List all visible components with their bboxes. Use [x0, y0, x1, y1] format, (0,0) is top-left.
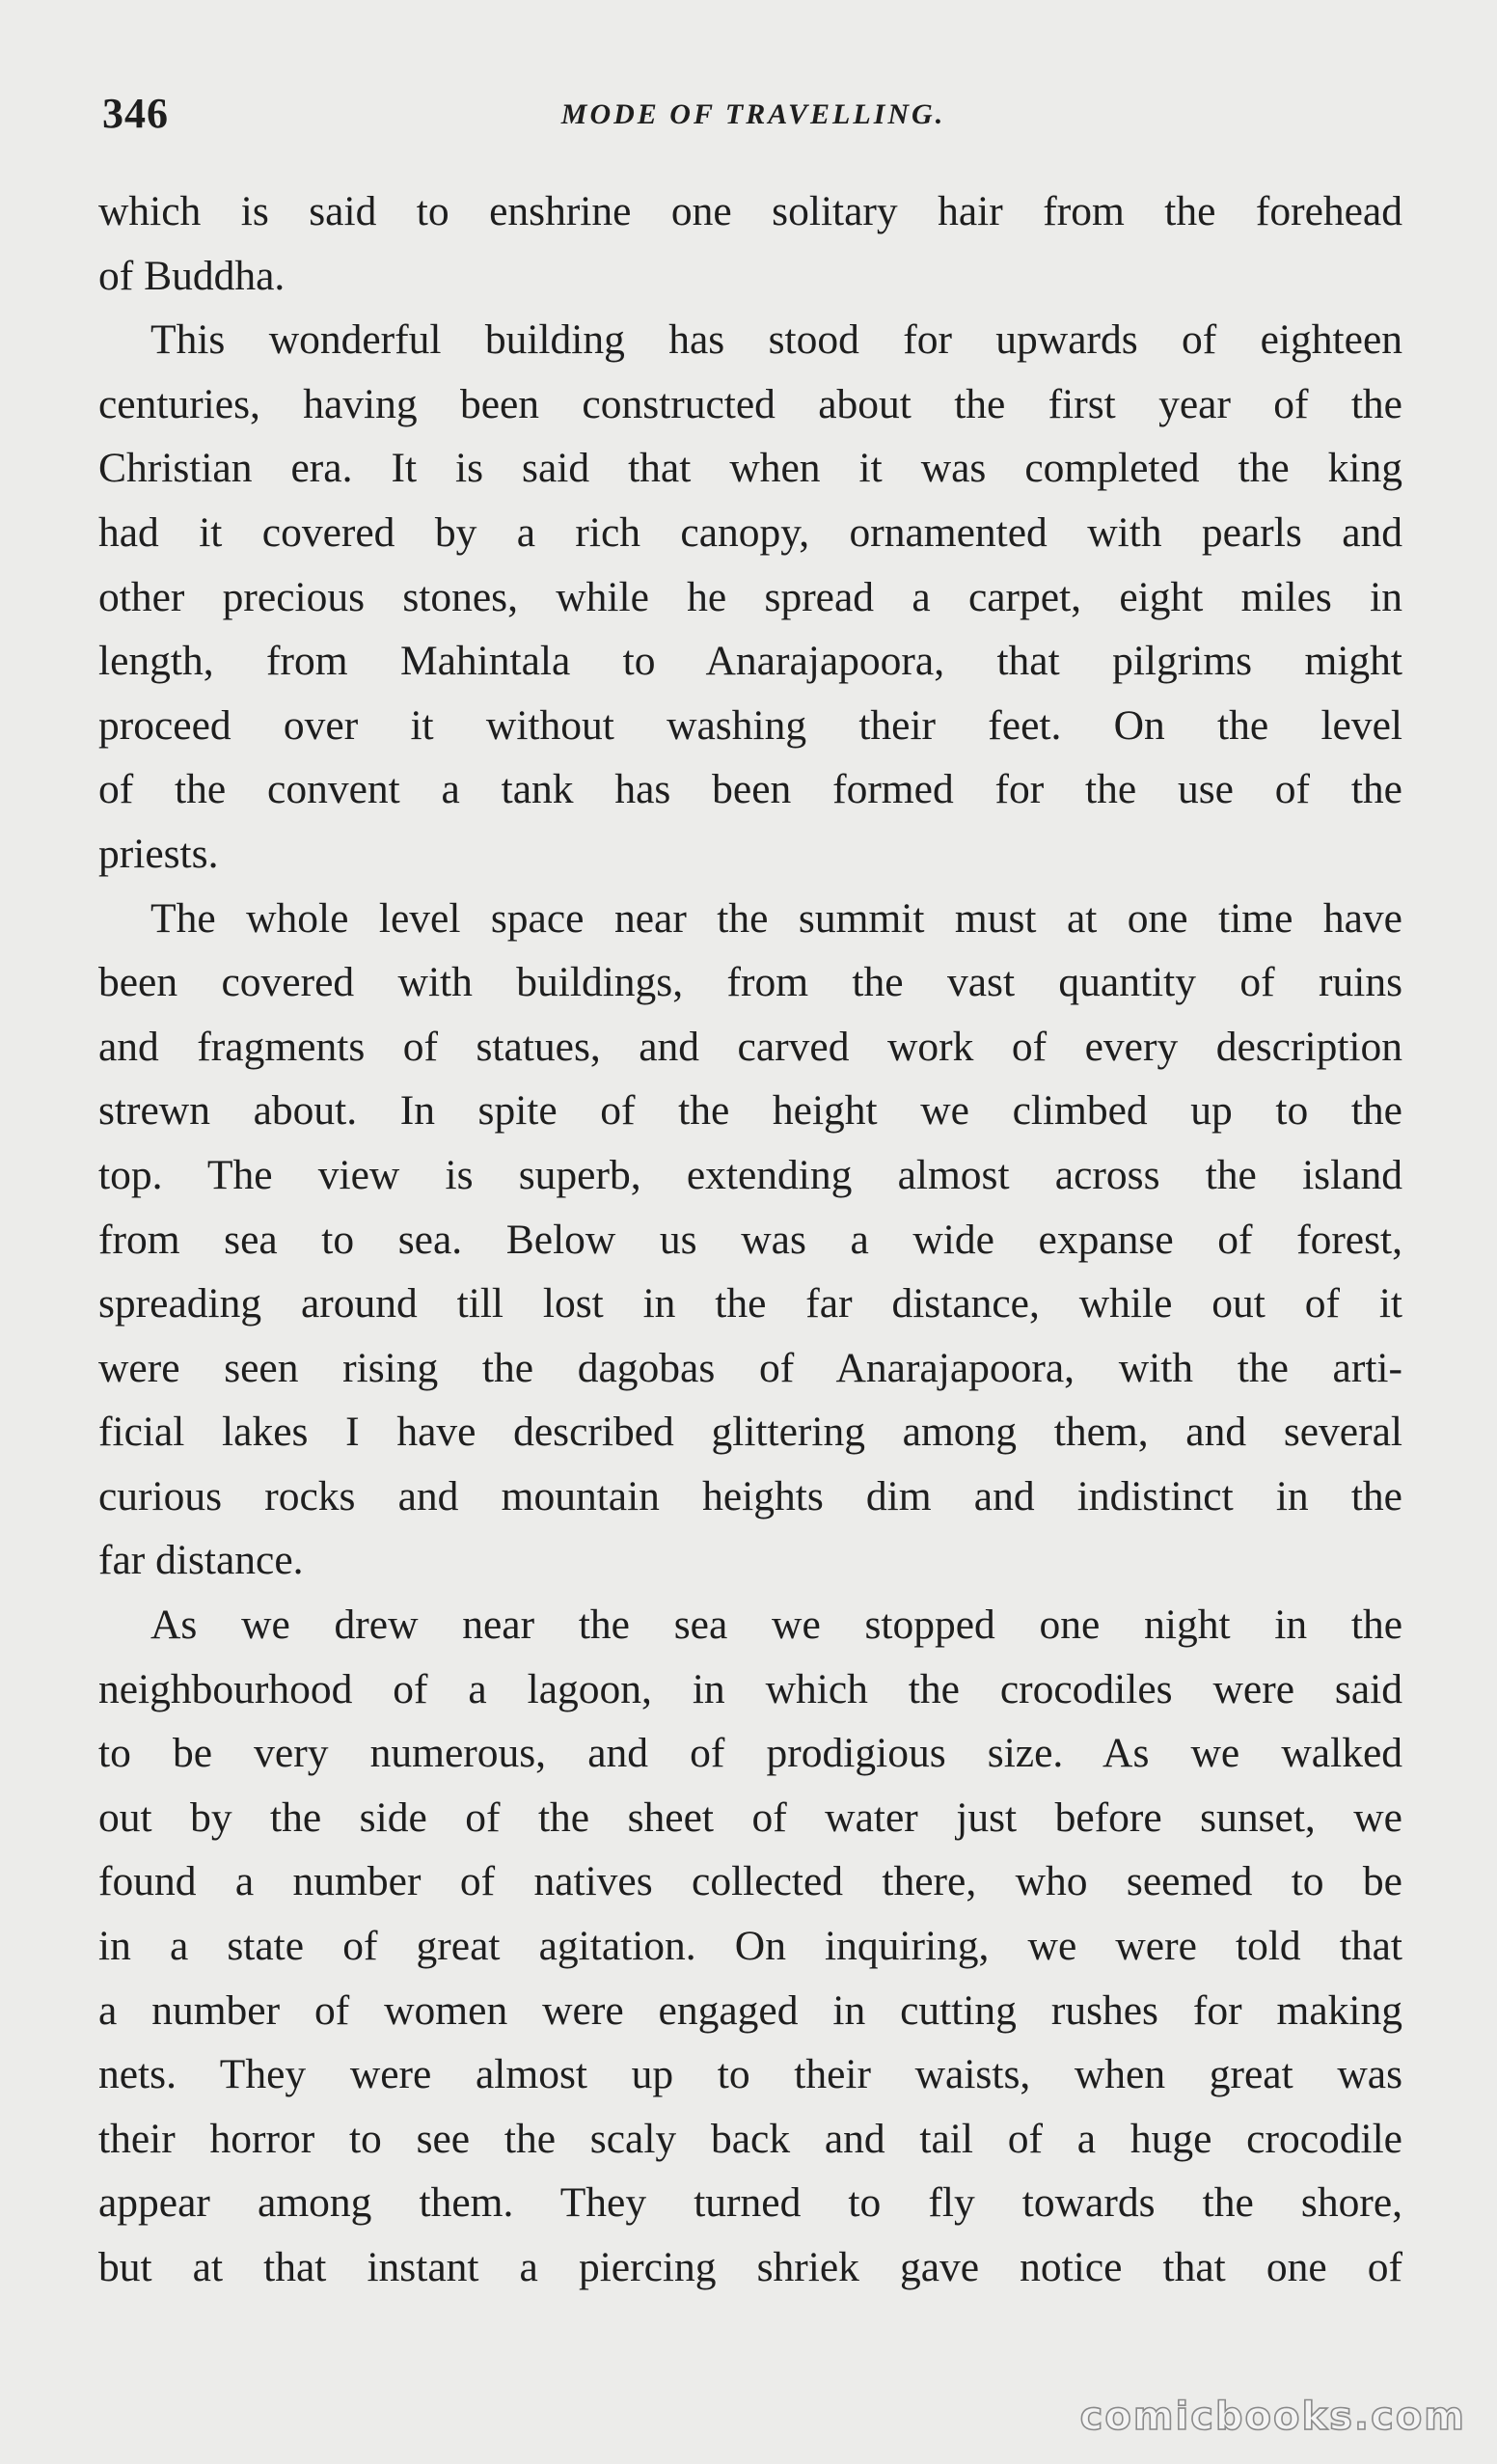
text-line: of Buddha. — [98, 252, 286, 299]
text-line: to be very numerous, and of prodigious size. As we walked — [98, 1730, 1402, 1777]
text-line: proceed over it without washing their feet. On the level — [98, 701, 1402, 749]
text-line: had it covered by a rich canopy, ornamented with pearls and — [98, 508, 1402, 556]
text-line: Christian era. It is said that when it was completed the king — [98, 445, 1402, 492]
text-line: been covered with buildings, from the vast quantity of ruins — [98, 959, 1402, 1006]
text-line: priests. — [98, 830, 219, 877]
text-line: from sea to sea. Below us was a wide expanse of forest, — [98, 1216, 1402, 1263]
text-line: in a state of great agitation. On inquiring, we were told that — [98, 1923, 1402, 1970]
text-line: strewn about. In spite of the height we climbed up to the — [98, 1087, 1402, 1135]
text-line: far distance. — [98, 1537, 304, 1584]
text-line: This wonderful building has stood for upwards of eighteen — [150, 316, 1402, 364]
page-number: 346 — [102, 90, 169, 137]
text-line: found a number of natives collected there, who seemed to be — [98, 1858, 1402, 1905]
text-line: neighbourhood of a lagoon, in which the crocodiles were said — [98, 1665, 1402, 1712]
text-line: their horror to see the scaly back and tail of a huge crocodile — [98, 2115, 1402, 2162]
paragraph — [98, 308, 1402, 886]
text-line: length, from Mahintala to Anarajapoora, that pilgrims might — [98, 638, 1402, 685]
text-line: of the convent a tank has been formed for the use of the — [98, 766, 1402, 813]
text-line: a number of women were engaged in cutting rushes for making — [98, 1986, 1402, 2034]
text-line: curious rocks and mountain heights dim and indistinct in the — [98, 1472, 1402, 1519]
text-line: and fragments of statues, and carved work of every description — [98, 1023, 1402, 1070]
text-line: out by the side of the sheet of water just before sunset, we — [98, 1793, 1402, 1841]
text-line: but at that instant a piercing shriek gave notice that one of — [98, 2244, 1402, 2290]
paragraph — [98, 1593, 1402, 2300]
running-head: MODE OF TRAVELLING. — [560, 98, 946, 130]
watermark-logo: comicbooks.com — [1079, 2395, 1466, 2439]
paragraph — [98, 179, 1402, 308]
text-line: ficial lakes I have described glittering among them, and several — [98, 1409, 1402, 1456]
page-header — [102, 89, 1404, 147]
text-line: were seen rising the dagobas of Anarajapoora, with the arti- — [98, 1344, 1402, 1391]
text-line: which is said to enshrine one solitary hair from the forehead — [98, 188, 1402, 234]
text-line: centuries, having been constructed about the first year of the — [98, 380, 1402, 427]
text-line: appear among them. They turned to fly towards the shore, — [98, 2179, 1402, 2227]
body-text — [98, 179, 1402, 2300]
text-line: other precious stones, while he spread a carpet, eight miles in — [98, 573, 1402, 620]
paragraph — [98, 887, 1402, 1594]
text-line: top. The view is superb, extending almost across the island — [98, 1151, 1402, 1198]
text-line: nets. They were almost up to their waists, when great was — [98, 2051, 1402, 2098]
text-line: As we drew near the sea we stopped one night in the — [150, 1602, 1402, 1649]
text-line: spreading around till lost in the far distance, while out of it — [98, 1280, 1402, 1328]
text-line: The whole level space near the summit must at one time have — [150, 894, 1402, 942]
